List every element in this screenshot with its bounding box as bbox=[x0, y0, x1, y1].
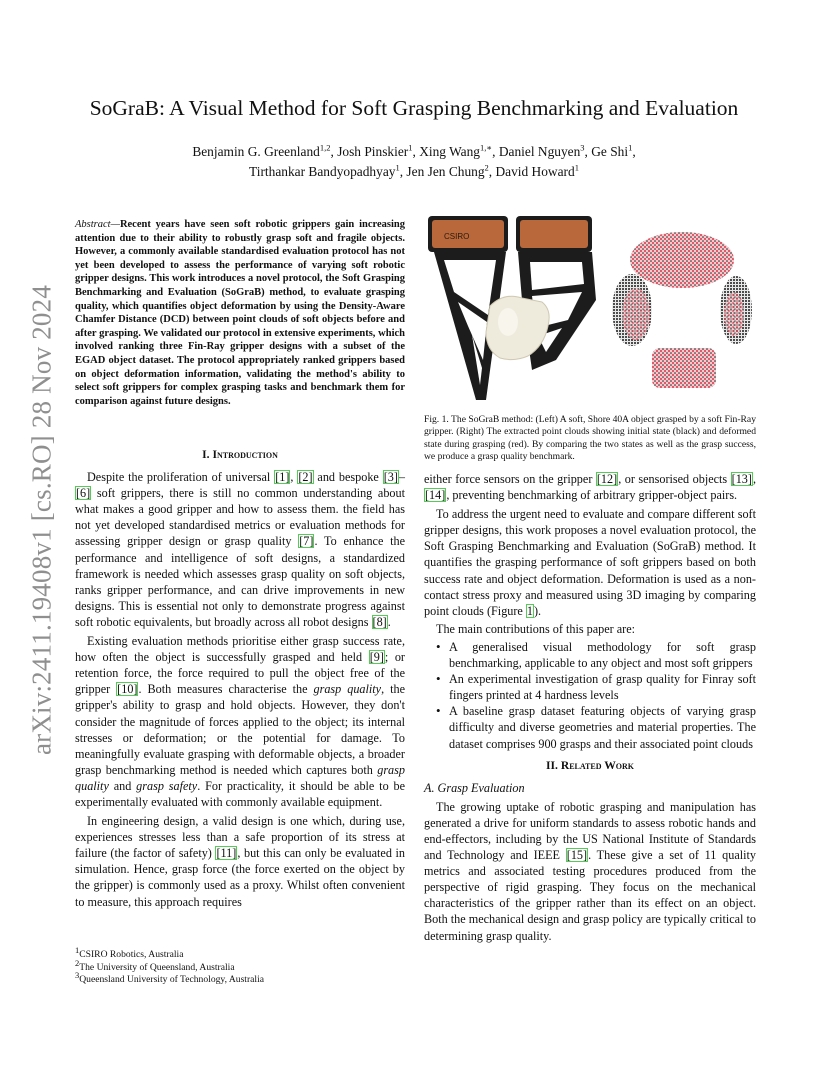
author-affiliation-mark: 1 bbox=[574, 162, 579, 173]
citation-link[interactable]: [7] bbox=[299, 534, 314, 549]
citation-link[interactable]: [9] bbox=[369, 650, 384, 665]
right-column-body bbox=[424, 471, 756, 944]
intro-paragraph-6: The main contributions of this paper are: bbox=[436, 621, 636, 636]
section-heading-introduction: I. Introduction bbox=[202, 448, 278, 461]
citation-link[interactable]: [14] bbox=[425, 488, 446, 503]
author-affiliation-mark: 1 bbox=[628, 142, 633, 153]
footnote: $^1$CSIRO Robotics, Australia bbox=[75, 944, 184, 960]
citation-link[interactable]: [1] bbox=[275, 470, 290, 485]
arxiv-identifier-stamp bbox=[22, 230, 62, 810]
citation-link[interactable]: [8] bbox=[372, 614, 387, 629]
paper-title: SoGraB: A Visual Method for Soft Grasping Benchmarking and Evaluation bbox=[89, 96, 739, 120]
intro-paragraph-2: Existing evaluation methods prioritise either grasp success rate, how often the object is successfully grasped and held [9]; or retention force, the force required to pull the object free of the gripper [10]. Both measures characterise the grasp quality, the gripper's ability to grasp and hold objects. However, they don't consider the magnitude of forces applied to the object; its internal stresses or deformation; or the potential for damage. To meaningfully evaluate grasping with deformable objects, a broader grasp benchmarking method is needed which captures both grasp quality and grasp safety. For practicality, it should be able to be experimentally evaluated with commonly available equipment. bbox=[75, 634, 405, 809]
citation-link[interactable]: [15] bbox=[566, 848, 588, 863]
author-affiliation-mark: 1,2 bbox=[319, 142, 331, 153]
section-heading-related-work: II. Related Work bbox=[545, 758, 635, 772]
left-column-body bbox=[75, 447, 405, 910]
emphasis-text: grasp safety bbox=[136, 778, 198, 793]
contribution-item: • A baseline grasp dataset featuring objects of varying grasp difficulty and diverse geometries and material properties. The dataset comprises 900 grasps and their associated point clouds bbox=[449, 703, 756, 751]
author-name: Tirthankar Bandyopadhyay$^1$ bbox=[249, 162, 400, 179]
figure-1-caption: Fig. 1. The SoGraB method: (Left) A soft, Shore 40A object grasped by a soft Fin-Ray gripper. (Right) The extracted point clouds showing initial state (black) and deformed state during grasping (red). By comparing the two states as well as the grasp success, we produce a grasp quality benchmark. bbox=[424, 414, 756, 463]
author-name: Benjamin G. Greenland$^{1,2}$ bbox=[192, 142, 331, 159]
contributions-list bbox=[424, 639, 756, 752]
author-affiliation-mark: 1 bbox=[395, 162, 400, 173]
citation-link[interactable]: 1 bbox=[526, 603, 533, 618]
author-affiliation-mark: 1,∗ bbox=[480, 142, 493, 153]
intro-paragraph-3: In engineering design, a valid design is one which, during use, experiences stresses less than a safe proportion of its stress at failure (the factor of safety) [11], but this can only be evaluated in simulation. Hence, grasp force (the force exerted on the object by the gripper) is commonly used as a proxy. Whilst often convenient to measure, this approach requires bbox=[75, 814, 405, 909]
author-name: Xing Wang$^{1,∗}$ bbox=[419, 142, 493, 159]
author-name: Ge Shi$^1$ bbox=[591, 142, 633, 159]
figure-1-image bbox=[424, 210, 758, 406]
footnote: $^3$Queensland University of Technology, Australia bbox=[75, 969, 265, 985]
footnote: $^2$The University of Queensland, Australia bbox=[75, 957, 235, 973]
author-affiliation-mark: 2 bbox=[484, 162, 489, 173]
emphasis-text: grasp quality bbox=[75, 762, 405, 793]
author-affiliation-mark: 1 bbox=[408, 142, 413, 153]
svg-text:CSIRO: CSIRO bbox=[444, 232, 470, 241]
affiliation-footnotes bbox=[75, 944, 405, 987]
arxiv-stamp-text: arXiv:2411.19408v1 [cs.RO] 28 Nov 2024 bbox=[26, 284, 57, 756]
author-line-1: Benjamin G. Greenland$^{1,2}$, Josh Pinskier$^1$, Xing Wang$^{1,∗}$, Daniel Nguyen$^3$, Ge Shi$^1$, bbox=[192, 142, 636, 159]
intro-paragraph-5: To address the urgent need to evaluate and compare different soft gripper designs, this work proposes a novel evaluation protocol, the Soft Grasping Benchmarking and Evaluation (SoGraB) method. It quantifies the grasping performance of soft grippers based on both success rate and object deformation. Deformation is used as a non-contact stress proxy and measured using 3D imaging by comparing point clouds (Figure 1). bbox=[424, 507, 756, 618]
author-name: Josh Pinskier$^1$ bbox=[337, 142, 413, 159]
author-list bbox=[110, 142, 718, 182]
citation-link[interactable]: [13] bbox=[731, 472, 752, 486]
author-name: Jen Jen Chung$^2$ bbox=[406, 162, 489, 179]
author-affiliation-mark: 3 bbox=[580, 142, 585, 153]
citation-link[interactable]: [12] bbox=[596, 472, 618, 486]
related-paragraph-1: The growing uptake of robotic grasping and manipulation has generated a drive for uniform standards to assess robotic hands and end-effectors, including by the US National Institute of Standards and Technology and IEEE [15]. These give a set of 11 quality metrics and associated testing procedures produced from the perspective of rigid grasping. They focus on the mechanical characteristics of the gripper rather than its effect on an object. Both the mechanical design and grasp policy are typically critical to determining grasp quality. bbox=[424, 799, 756, 943]
intro-paragraph-1: Despite the proliferation of universal [1], [2] and bespoke [3]–[6] soft grippers, there is still no common understanding about what makes a good gripper and how to assess them. the field has not yet developed standardised metrics or evaluation methods for assessing gripper design or grasp quality [7]. To enhance the performance and intelligence of soft designs, a standardized framework is needed which assesses grasp quality on soft objects, ranks gripper performance, and can drive improvements in new designs. This is essential not only to demonstrate progress against soft robotic equivalents, but broadly across all robot designs [8]. bbox=[75, 470, 406, 629]
citation-link[interactable]: [10] bbox=[117, 682, 138, 697]
abstract bbox=[75, 218, 405, 408]
emphasis-text: grasp quality bbox=[313, 682, 382, 697]
author-name: David Howard$^1$ bbox=[495, 162, 579, 179]
contribution-item: • A generalised visual methodology for soft grasp benchmarking, applicable to any object and most soft grippers bbox=[449, 639, 756, 671]
subsection-heading-grasp-evaluation: A. Grasp Evaluation bbox=[424, 780, 525, 795]
citation-link[interactable]: [6] bbox=[76, 486, 91, 501]
author-line-2: Tirthankar Bandyopadhyay$^1$, Jen Jen Chung$^2$, David Howard$^1$ bbox=[249, 162, 579, 179]
citation-link[interactable]: [11] bbox=[216, 846, 237, 861]
contribution-item: • An experimental investigation of grasp quality for Finray soft fingers printed at 4 hardness levels bbox=[449, 671, 756, 703]
citation-link[interactable]: [3] bbox=[383, 470, 398, 485]
figure-1 bbox=[424, 210, 758, 406]
citation-link[interactable]: [2] bbox=[298, 470, 313, 485]
intro-paragraph-4: either force sensors on the gripper [12], or sensorised objects [13], [14], preventing benchmarking of arbitrary gripper-object pairs. bbox=[424, 472, 756, 503]
point-cloud-render bbox=[612, 232, 752, 388]
abstract-label: Abstract— bbox=[75, 219, 120, 230]
abstract-text: Recent years have seen soft robotic grippers gain increasing attention due to their ability to robustly grasp soft and fragile objects. However, a commonly available standardised evaluation protocol has not yet been developed to assess the performance of varying soft robotic gripper designs. This work introduces a novel protocol, the Soft Grasping Benchmarking and Evaluation (SoGraB) method, to evaluate grasping quality, which quantifies object deformation by using the Density-Aware Chamfer Distance (DCD) between point clouds of soft objects before and after grasping. We validated our protocol in extensive experiments, which involved ranking three Fin-Ray gripper designs with a subset of the EGAD object dataset. The protocol appropriately ranked grippers based on object deformation information, validating the method's ability to select soft grippers for complex grasping tasks and benchmark them for comparison against future designs. bbox=[75, 219, 405, 407]
author-name: Daniel Nguyen$^3$ bbox=[498, 142, 585, 159]
